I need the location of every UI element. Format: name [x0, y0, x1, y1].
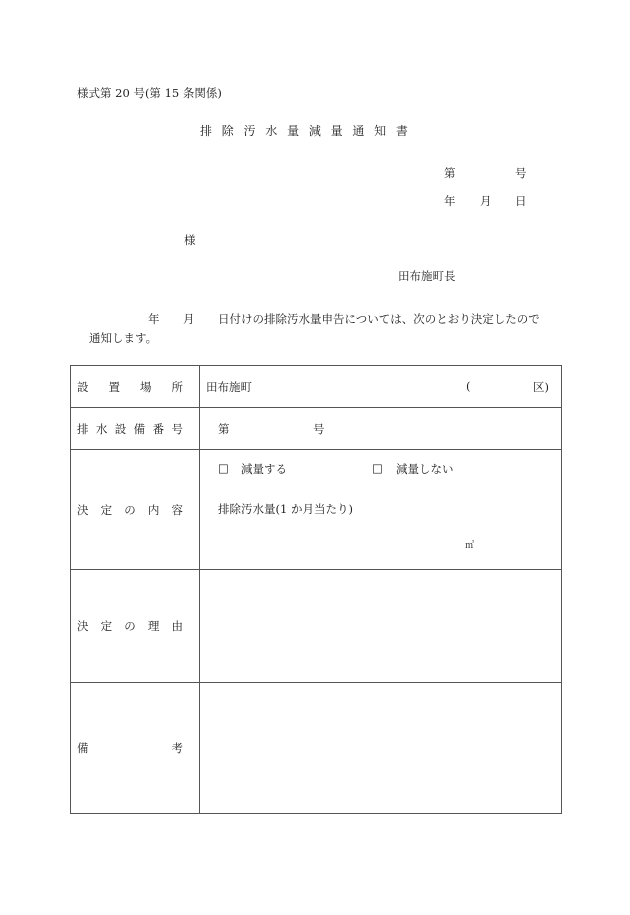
location-ward-suffix: 区): [533, 380, 549, 394]
reduce-checkbox[interactable]: □: [218, 461, 229, 475]
decision-table: [70, 365, 562, 814]
label-char: 定: [100, 619, 113, 633]
cubic-meter-unit: ㎥: [465, 541, 475, 551]
location-town: 田布施町: [206, 380, 252, 394]
label-char: 理: [147, 619, 160, 633]
label-char: 決: [77, 502, 89, 517]
label-char: 備: [77, 741, 89, 755]
label-char: 備: [133, 421, 146, 436]
title-char: 通: [352, 124, 365, 138]
drainage-number-suffix: 号: [313, 422, 325, 436]
label-char: 設: [77, 379, 89, 394]
remarks-field[interactable]: [200, 683, 562, 814]
label-location: [71, 366, 200, 408]
amount-label: 排除汚水量(1 か月当たり): [218, 502, 353, 516]
label-char: 置: [108, 379, 120, 394]
issue-number-suffix: 号: [515, 166, 527, 180]
title-char: 知: [374, 124, 387, 138]
label-char: 定: [100, 502, 113, 517]
label-reason: [71, 570, 200, 683]
label-char: 内: [147, 502, 160, 517]
document-title: [200, 122, 408, 139]
recipient-honorific: 様: [184, 233, 196, 247]
no-reduce-label: 減量しない: [396, 462, 454, 476]
title-char: 量: [330, 124, 343, 138]
title-char: 減: [308, 124, 321, 138]
label-decision: [71, 450, 200, 570]
label-char: 考: [171, 741, 183, 755]
label-char: 場: [140, 379, 152, 394]
body-text-line2: 通知します。: [89, 331, 158, 345]
title-char: 汚: [243, 124, 256, 138]
label-char: 決: [77, 619, 89, 633]
table-row-location: [71, 366, 562, 408]
drainage-number-prefix: 第: [218, 422, 230, 436]
issuer-name: 田布施町長: [398, 269, 456, 283]
label-char: 排: [77, 421, 89, 436]
form-number: 様式第 20 号(第 15 条関係): [77, 86, 222, 100]
label-remarks: [71, 683, 200, 814]
label-char: 水: [95, 421, 108, 436]
amount-field[interactable]: [218, 526, 478, 548]
body-month: 月: [183, 312, 195, 326]
table-row-remarks: [71, 683, 562, 814]
label-char: 番: [152, 421, 165, 436]
location-field[interactable]: [200, 366, 562, 408]
label-char: の: [124, 619, 136, 633]
issue-number-prefix: 第: [444, 166, 456, 180]
title-char: 除: [221, 124, 234, 138]
reason-field[interactable]: [200, 570, 562, 683]
title-char: 量: [287, 124, 300, 138]
decision-field: [200, 450, 562, 570]
reduce-label: 減量する: [241, 462, 287, 476]
issue-date-year: 年: [444, 194, 456, 208]
issue-date-day: 日: [515, 194, 527, 208]
title-char: 水: [265, 124, 278, 138]
label-char: 容: [171, 502, 183, 517]
label-char: の: [124, 502, 136, 517]
title-char: 排: [200, 124, 213, 138]
body-text-line1: 日付けの排除汚水量申告については、次のとおり決定したので: [218, 312, 540, 326]
label-char: 由: [171, 619, 183, 633]
table-row-decision: [71, 450, 562, 570]
drainage-number-field[interactable]: [200, 408, 562, 450]
table-row-reason: [71, 570, 562, 683]
label-drainage-number: [71, 408, 200, 450]
body-year: 年: [148, 312, 160, 326]
title-char: 書: [395, 124, 408, 138]
label-char: 設: [114, 421, 127, 436]
label-char: 号: [171, 421, 183, 436]
label-char: 所: [171, 379, 183, 394]
table-row-drainage-number: [71, 408, 562, 450]
no-reduce-checkbox[interactable]: □: [372, 461, 383, 475]
issue-date-month: 月: [480, 194, 492, 208]
location-paren-open: (: [466, 379, 471, 393]
